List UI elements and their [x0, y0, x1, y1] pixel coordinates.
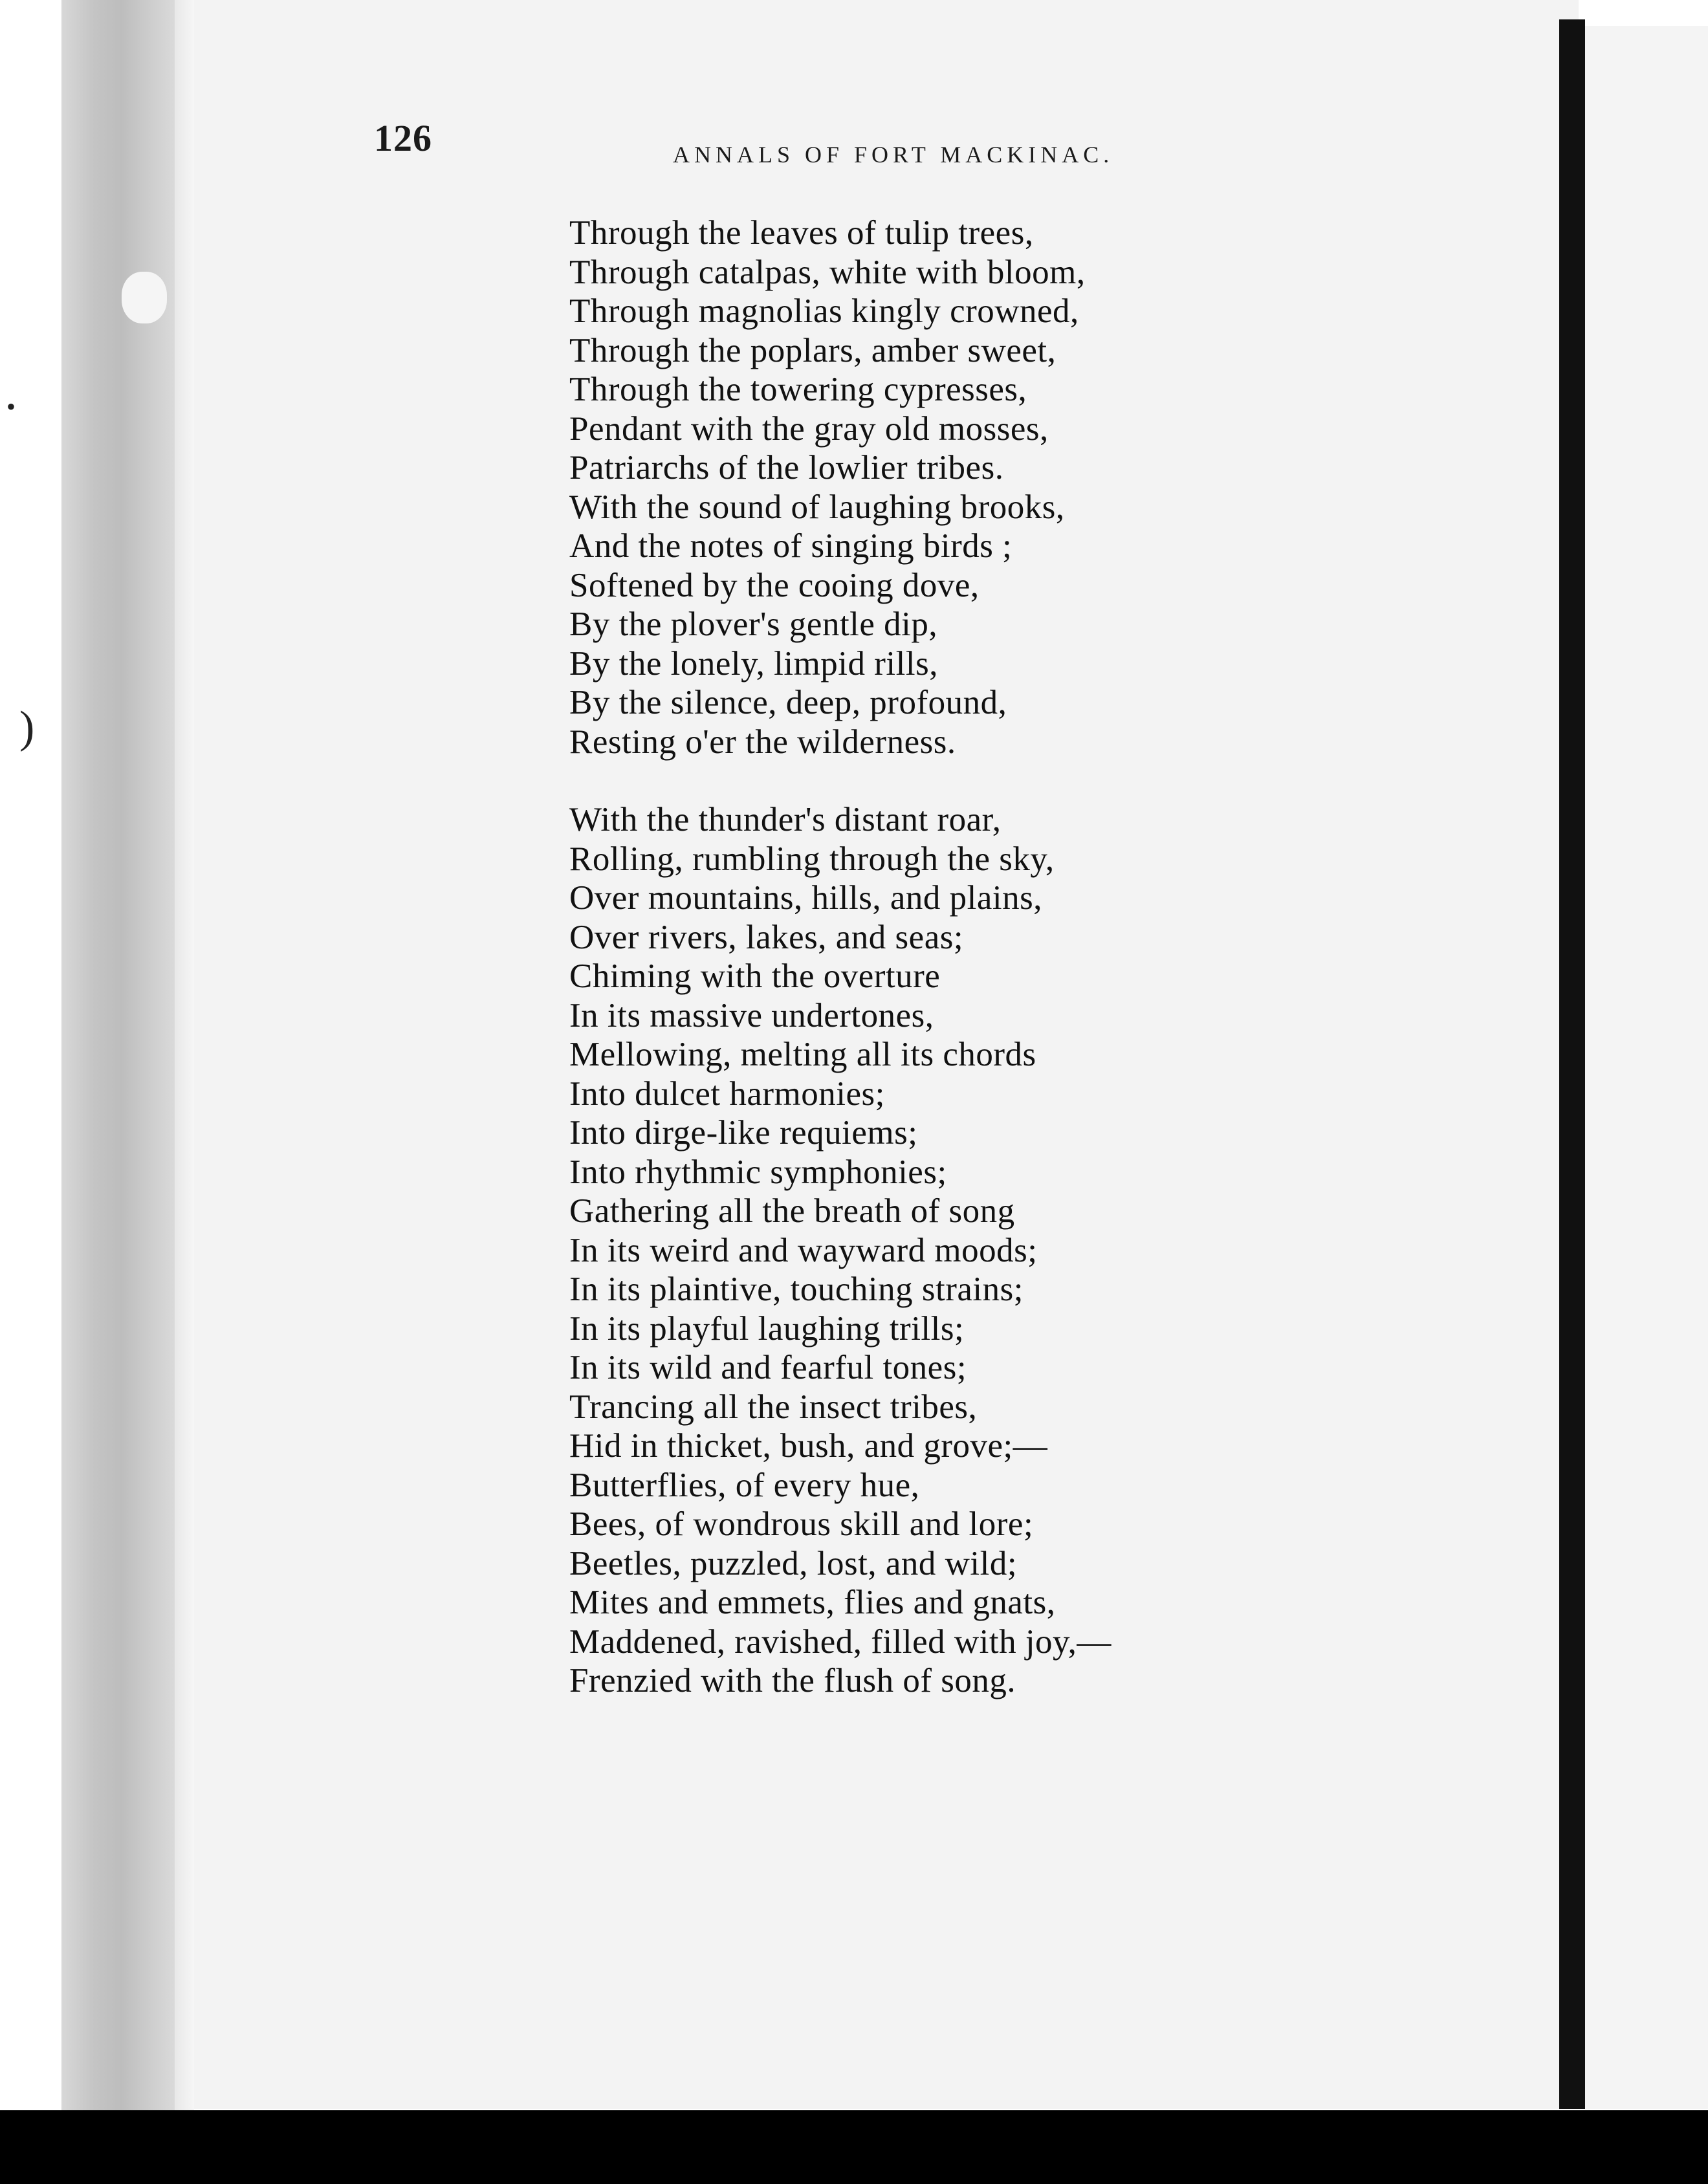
poem-line: Through the towering cypresses, — [569, 371, 1027, 408]
margin-speck-mark: • — [6, 392, 16, 421]
poem-line: Mites and emmets, flies and gnats, — [569, 1584, 1056, 1621]
poem-line: With the sound of laughing brooks, — [569, 488, 1065, 526]
poem-line: Through magnolias kingly crowned, — [569, 292, 1079, 330]
poem-line: Into rhythmic symphonies; — [569, 1153, 947, 1191]
poem-line: In its massive undertones, — [569, 996, 934, 1034]
poem-line: Over rivers, lakes, and seas; — [569, 918, 964, 956]
poem-line: Patriarchs of the lowlier tribes. — [569, 449, 1004, 486]
poem-line: Through the poplars, amber sweet, — [569, 331, 1057, 369]
poem-line: Mellowing, melting all its chords — [569, 1036, 1036, 1073]
poem-line: Softened by the cooing dove, — [569, 566, 980, 604]
poem-text — [569, 213, 1111, 1701]
stanza-1 — [569, 213, 1111, 761]
margin-bracket-mark: ) — [19, 703, 35, 752]
poem-line: In its wild and fearful tones; — [569, 1349, 967, 1386]
poem-line: Into dirge-like requiems; — [569, 1114, 918, 1152]
poem-line: Over mountains, hills, and plains, — [569, 879, 1042, 917]
poem-line: Through the leaves of tulip trees, — [569, 214, 1034, 252]
poem-line: Through catalpas, white with bloom, — [569, 253, 1086, 291]
stanza-2 — [569, 800, 1111, 1701]
poem-line: Hid in thicket, bush, and grove;— — [569, 1427, 1048, 1465]
poem-line: Bees, of wondrous skill and lore; — [569, 1505, 1034, 1543]
poem-line: Butterflies, of every hue, — [569, 1466, 920, 1504]
scan-bottom-border — [0, 2110, 1708, 2184]
poem-line: Maddened, ravished, filled with joy,— — [569, 1622, 1111, 1661]
poem-line: In its weird and wayward moods; — [569, 1231, 1038, 1269]
poem-line: Beetles, puzzled, lost, and wild; — [569, 1544, 1018, 1582]
gutter-edge — [175, 0, 194, 2135]
poem-line: Rolling, rumbling through the sky, — [569, 840, 1055, 878]
poem-line: In its playful laughing trills; — [569, 1309, 965, 1348]
page-edge-shadow — [1559, 19, 1585, 2109]
poem-line: And the notes of singing birds ; — [569, 527, 1013, 565]
poem-line: By the plover's gentle dip, — [569, 606, 938, 643]
poem-line: Into dulcet harmonies; — [569, 1075, 885, 1113]
poem-line: By the silence, deep, profound, — [569, 684, 1007, 721]
facing-page-edge — [1585, 26, 1708, 2109]
poem-line: By the lonely, limpid rills, — [569, 644, 938, 682]
poem-line: Resting o'er the wilderness. — [569, 723, 956, 761]
poem-line: Pendant with the gray old mosses, — [569, 410, 1049, 448]
poem-line: In its plaintive, touching strains; — [569, 1271, 1024, 1308]
poem-line: Trancing all the insect tribes, — [569, 1388, 978, 1426]
gutter-blot — [122, 272, 167, 323]
poem-line: Frenzied with the flush of song. — [569, 1662, 1016, 1699]
poem-line: With the thunder's distant roar, — [569, 801, 1002, 838]
poem-line: Chiming with the overture — [569, 957, 941, 995]
page-number: 126 — [374, 117, 432, 159]
poem-line: Gathering all the breath of song — [569, 1192, 1015, 1230]
running-head: ANNALS OF FORT MACKINAC. — [673, 142, 1114, 168]
